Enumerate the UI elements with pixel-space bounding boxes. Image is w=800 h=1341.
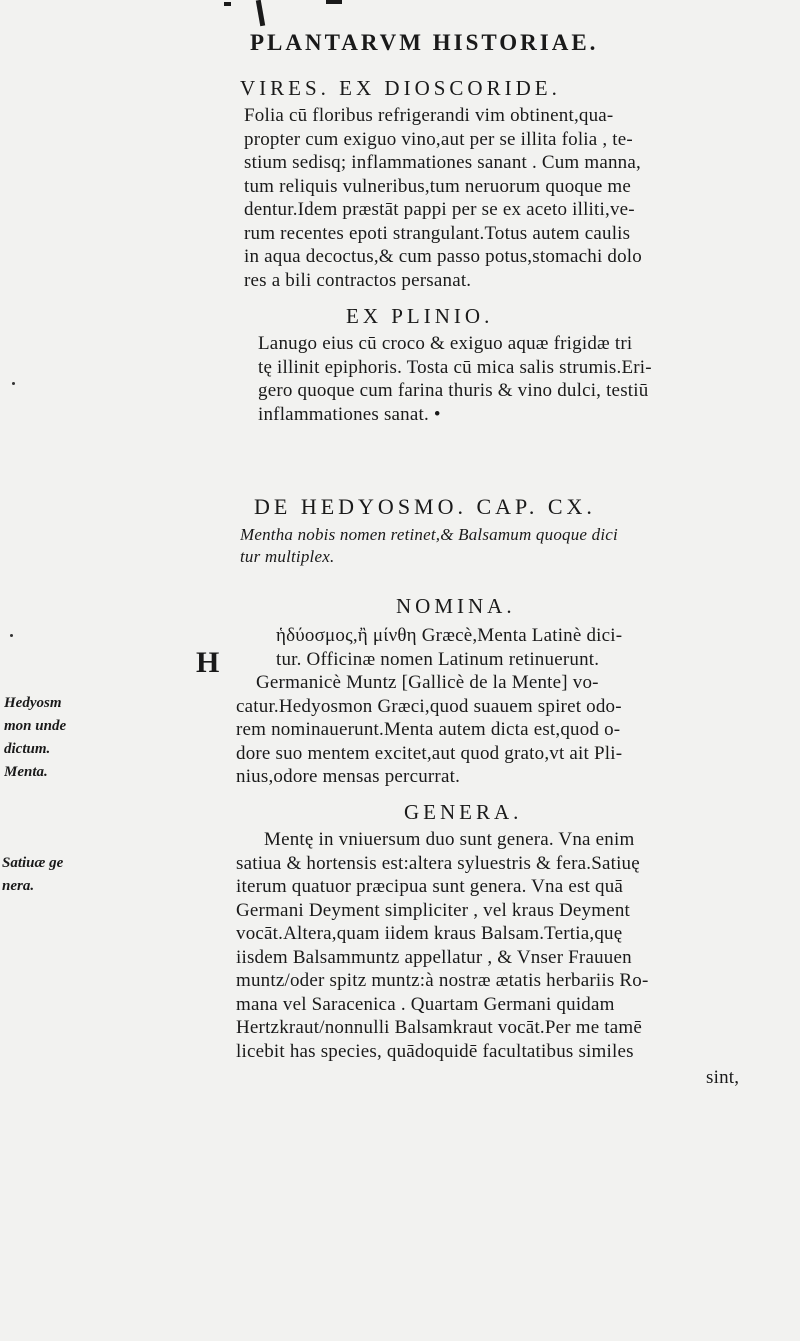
margin-line: dictum. [4, 741, 51, 757]
running-head: PLANTARVM HISTORIAE. [250, 30, 599, 55]
paper-speck [12, 382, 15, 385]
ink-mark [256, 0, 265, 26]
text-line: rum recentes epoti strangulant.Totus autem caulis [244, 222, 631, 244]
margin-line: Menta. [4, 764, 48, 780]
text-line: rem nominauerunt.Menta autem dicta est,quod o- [236, 719, 621, 740]
text-line: Germani Deyment simpliciter , vel kraus Deyment [236, 899, 631, 921]
text-line: Mentha nobis nomen retinet,& Balsamum quoque dici [240, 525, 618, 544]
section-heading-genera: GENERA. [404, 800, 523, 824]
text-line: inflammationes sanat. • [258, 403, 441, 425]
margin-line: nera. [2, 878, 35, 894]
text-line: licebit has species, quādoquidē facultatibus similes [236, 1040, 634, 1062]
text-line: vocāt.Altera,quam iidem kraus Balsam.Tertia,quę [236, 923, 623, 944]
text-line: Germanicè Muntz [Gallicè de la Mente] vo- [256, 672, 599, 693]
text-line: propter cum exiguo vino,aut per se illita folia , te- [244, 128, 633, 150]
text-line: stium sedisq; inflammationes sanant . Cum manna, [244, 152, 641, 173]
genera-paragraph [236, 828, 784, 1063]
text-line: res a bili contractos persanat. [244, 269, 472, 291]
text-line: Mentę in vniuersum duo sunt genera. Vna enim [264, 829, 635, 850]
text-line: iterum quatuor præcipua sunt genera. Vna est quā [236, 876, 624, 897]
text-line: dore suo mentem excitet,aut quod grato,vt ait Pli- [236, 742, 623, 764]
chapter-intro [240, 524, 784, 568]
text-line: dentur.Idem præstāt pappi per se ex aceto illiti,ve- [244, 199, 635, 220]
vires-paragraph [244, 104, 784, 292]
catchword: sint, [706, 1067, 740, 1088]
text-line: tur. Officinæ nomen Latinum retinuerunt. [276, 648, 600, 670]
plinio-paragraph [258, 332, 784, 426]
text-line: Folia cū floribus refrigerandi vim obtinent,qua- [244, 105, 614, 126]
text-line: tę illinit epiphoris. Tosta cū mica salis strumis.Eri- [258, 356, 652, 378]
margin-note-hedyosmon [4, 692, 86, 784]
text-line: ἡδύοσμος,ἢ μίνθη Græcè,Menta Latinè dici- [276, 625, 623, 646]
drop-initial: H [196, 646, 220, 679]
text-line: satiua & hortensis est:altera syluestris & fera.Satiuę [236, 852, 640, 874]
margin-line: mon unde [4, 718, 67, 734]
text-line: gero quoque cum farina thuris & vino dulci, testiū [258, 380, 649, 401]
margin-line: Satiuæ ge [2, 855, 64, 871]
text-line: Hertzkraut/nonnulli Balsamkraut vocāt.Per me tamē [236, 1017, 643, 1038]
text-line: in aqua decoctus,& cum passo potus,stomachi dolo [244, 246, 642, 267]
section-heading-vires: VIRES. EX DIOSCORIDE. [240, 76, 561, 100]
text-line: tur multiplex. [240, 547, 335, 566]
chapter-heading: DE HEDYOSMO. CAP. CX. [254, 494, 596, 519]
section-heading-nomina: NOMINA. [396, 594, 516, 618]
text-line: tum reliquis vulneribus,tum neruorum quoque me [244, 175, 632, 197]
text-line: Lanugo eius cū croco & exiguo aquæ frigidæ tri [258, 333, 633, 354]
nomina-paragraph [236, 624, 784, 789]
text-line: catur.Hedyosmon Græci,quod suauem spiret odo- [236, 695, 622, 717]
paper-speck [10, 634, 13, 637]
text-line: iisdem Balsammuntz appellatur , & Vnser Frauuen [236, 946, 632, 968]
margin-line: Hedyosm [4, 695, 62, 711]
ink-mark [326, 0, 342, 4]
text-line: nius,odore mensas percurrat. [236, 766, 461, 787]
text-line: muntz/oder spitz muntz:à nostræ ætatis herbariis Ro- [236, 970, 649, 991]
ink-mark [224, 2, 231, 6]
section-heading-plinio: EX PLINIO. [346, 304, 494, 328]
text-line: mana vel Saracenica . Quartam Germani quidam [236, 993, 615, 1015]
margin-note-satiuae [2, 852, 92, 898]
